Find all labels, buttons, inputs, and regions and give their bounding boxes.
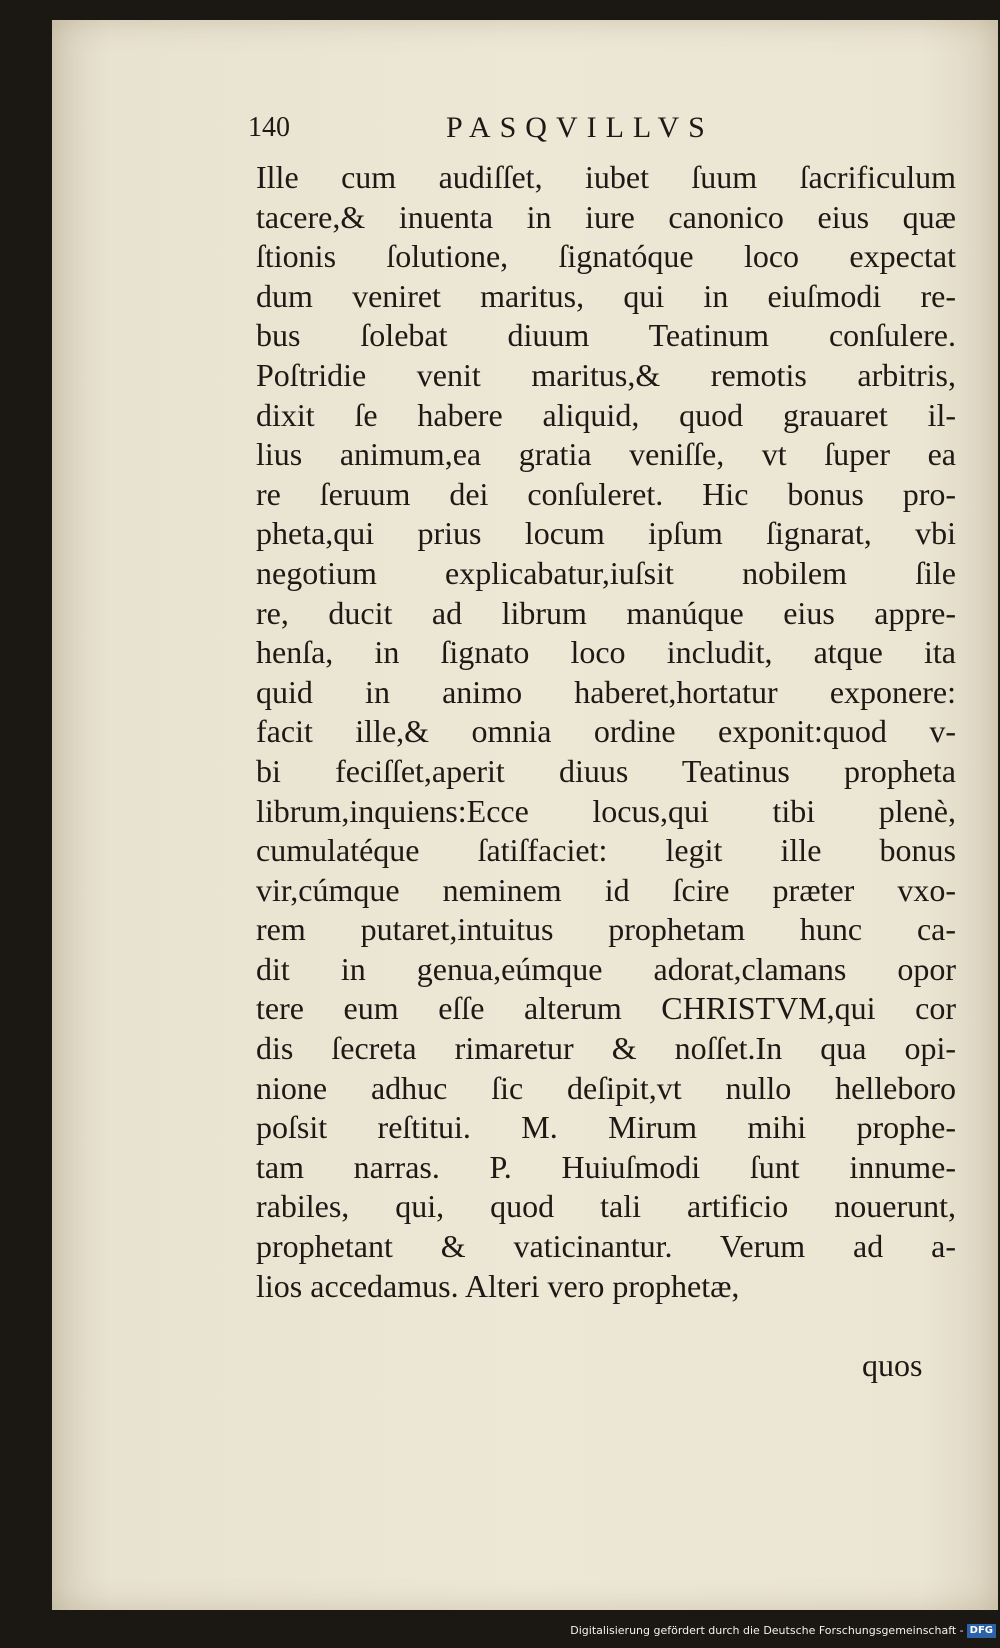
text-line: re, ducit ad librum manúque eius appre- [256,594,956,631]
text-line: re ſeruum dei conſuleret. Hic bonus pro- [256,475,956,512]
credit-text: Digitalisierung gefördert durch die Deutsche Forschungsgemeinschaft - [570,1624,964,1637]
text-line: nione adhuc ſic deſipit,vt nullo helleboro [256,1069,956,1106]
text-line: facit ille,& omnia ordine exponit:quod v- [256,713,956,750]
text-line: dixit ſe habere aliquid, quod grauaret il- [256,396,956,433]
page-header [248,108,808,148]
text-line: bus ſolebat diuum Teatinum conſulere. [256,317,956,354]
text-line: ſtionis ſolutione, ſignatóque loco expectat [256,238,956,275]
text-line: Ille cum audiſſet, iubet ſuum ſacrificulum [256,159,956,195]
text-line: poſsit reſtitui. M. Mirum mihi prophe- [256,1109,956,1146]
text-line: lios accedamus. Alteri vero prophetæ, [256,1267,740,1304]
text-line: dum veniret maritus, qui in eiuſmodi re- [256,277,956,314]
text-line: dis ſecreta rimaretur & noſſet.In qua opi- [256,1030,956,1067]
text-line: tacere,& inuenta in iure canonico eius quæ [256,198,956,235]
text-line: henſa, in ſignato loco includit, atque ita [256,634,956,671]
text-line: lius animum,ea gratia veniſſe, vt ſuper ea [256,436,956,473]
catchword: quos [862,1347,923,1383]
text-line: pheta,qui prius locum ipſum ſignarat, vbi [256,515,956,552]
text-line: prophetant & vaticinantur. Verum ad a- [256,1228,956,1265]
text-line: librum,inquiens:Ecce locus,qui tibi plenè, [256,792,956,829]
running-title: PASQVILLVS [446,111,714,144]
text-line: negotium explicabatur,iuſsit nobilem ſile [256,554,956,591]
text-line: dit in genua,eúmque adorat,clamans opor [256,950,956,987]
text-line: Poſtridie venit maritus,& remotis arbitris, [256,356,956,393]
text-line: cumulatéque ſatiſfaciet: legit ille bonus [256,832,956,869]
digitization-credit [570,1616,996,1646]
text-line: rabiles, qui, quod tali artificio nouerunt, [256,1188,956,1225]
dfg-logo: DFG [967,1624,996,1638]
text-line: rem putaret,intuitus prophetam hunc ca- [256,911,956,948]
text-line: vir,cúmque neminem id ſcire præter vxo- [256,871,956,908]
text-line: tere eum eſſe alterum CHRISTVM,qui cor [256,990,956,1027]
body-text [256,158,956,1306]
page-number: 140 [248,112,290,143]
text-line: tam narras. P. Huiuſmodi ſunt innume- [256,1148,956,1185]
text-line: quid in animo haberet,hortatur exponere: [256,673,956,710]
text-line: bi feciſſet,aperit diuus Teatinus propheta [256,752,956,789]
